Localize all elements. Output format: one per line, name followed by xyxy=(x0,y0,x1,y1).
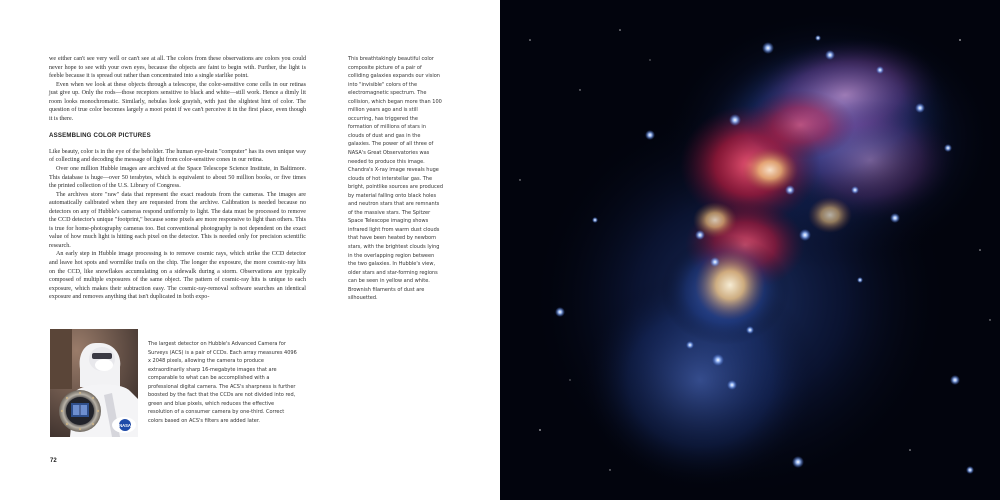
body-paragraph-5: The archives store "raw" data that represent the exact readouts from the cameras. The images are automatically calibrated when they are requested from the archive. Calibration is needed because no detectors on any of Hubble's cameras respond uniformly to light. The data must be processed to remove the CCD detector's unique "footprint," because some pixels are more responsive to light than others. This is true for home-photography cameras too. But conventional photography is not dependent on the exact value of how much light is hitting each pixel on the detector. This is needed only for precision scientific research. xyxy=(49,191,306,249)
galaxy-image xyxy=(500,0,1000,500)
photo-caption: The largest detector on Hubble's Advanced Camera for Surveys (ACS) is a pair of CCDs. Each array measures 4096 x 2048 pixels, allowing the camera to produce extraordinarily sharp 16-megabyte images that are comparable to what can be accomplished with a professional digital camera. The ACS's sharpness is further boosted by the fact that the CCDs are not divided into red, green and blue pixels, which reduces the effective resolution of a consumer camera by one-third. Correct colors based on ACS's filters are added later. xyxy=(148,341,297,424)
body-paragraph-6: An early step in Hubble image processing is to remove cosmic rays, which strike the CCD detector and leave hot spots and wormlike trails on the chip. The longer the exposure, the more cosmic-ray hits on the CCD, like snowflakes accumulating on a sidewalk during a storm. Observations are typically composed of multiple exposures of the same object. The pattern of cosmic-ray hits is unique to each exposure, which makes their subtraction easy. The cosmic-ray-removal software searches an identical exposure and removes anything that isn't duplicated in both expo- xyxy=(49,251,306,301)
section-heading: ASSEMBLING COLOR PICTURES xyxy=(49,132,151,140)
body-paragraph-4: Over one million Hubble images are archived at the Space Telescope Science Institute, in Baltimore. This database is huge—over 50 terabytes, which is equivalent to about 50 million books, or five times the printed collection of the U.S. Library of Congress. xyxy=(49,166,306,190)
ccd-technician-photo xyxy=(50,329,138,437)
antennae-galaxies-illustration xyxy=(500,0,1000,500)
body-paragraph-3: Like beauty, color is in the eye of the beholder. The human eye-brain "computer" has its own unique way of collecting and decoding the message of light from color-sensitive cones in our retina. xyxy=(49,148,306,164)
body-paragraph-1: we either can't see very well or can't see at all. The colors from these observations are colors you could never hope to see with your own eyes, because the objects are faint to begin with. Further, the light is feeble because it is spread out rather than concentrated into a single starlike point. xyxy=(49,56,306,80)
technician-illustration xyxy=(50,329,138,437)
main-text-column xyxy=(49,55,306,302)
nasa-logo-text: NASA xyxy=(119,423,131,428)
body-paragraph-2: Even when we look at these objects through a telescope, the color-sensitive cone cells in our retinas just give up. Only the rods—those receptors sensitive to black and white—still work. Hence a dimly lit room looks monochromatic. Similarly, nebulas look grayish, with just the slightest hint of color. The question of true color becomes largely a moot point if we can't perceive it in the first place, even though it is there. xyxy=(49,81,306,122)
galaxy-caption: This breathtakingly beautiful color composite picture of a pair of colliding galaxies expands our vision into "invisible" colors of the electromagnetic spectrum. The collision, which began more than 100 million years ago and is still occurring, has triggered the formation of millions of stars in clouds of dust and gas in the galaxies. The power of all three of NASA's Great Observatories was needed to produce this image. Chandra's X-ray image reveals huge clouds of hot interstellar gas. The bright, pointlike sources are produced by material falling onto black holes and neutron stars that are remnants of the massive stars. The Spitzer Space Telescope imaging shows infrared light from warm dust clouds that have been heated by newborn stars, with the brightest clouds lying in the overlapping region between the two galaxies. In Hubble's view, older stars and star-forming regions can be seen in yellow and white. Brownish filaments of dust are silhouetted. xyxy=(348,56,444,302)
page-number: 72 xyxy=(50,458,57,464)
